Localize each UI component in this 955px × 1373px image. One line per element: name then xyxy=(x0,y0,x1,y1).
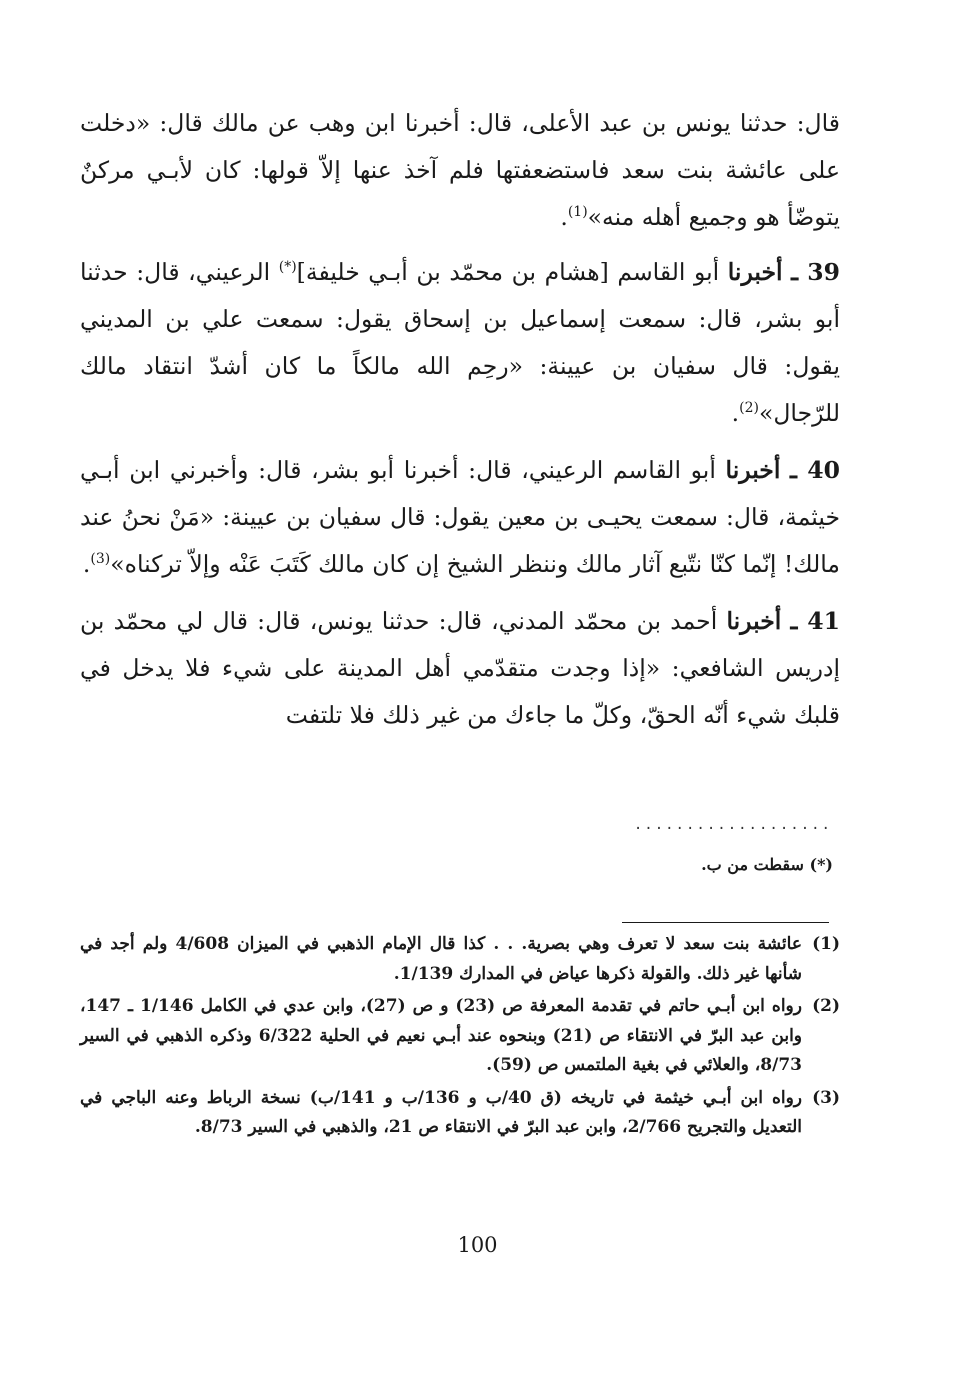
entry-lead-40: أخبرنا xyxy=(725,456,781,484)
footnotes xyxy=(80,930,840,1146)
entry-number-39: 39 ـ xyxy=(791,258,840,286)
entry-lead-39: أخبرنا xyxy=(727,258,783,286)
paragraph-39-text-a: أبو القاسم [هشام بن محمّد بن أبـي خليفة] xyxy=(296,258,728,286)
entry-number-40: 40 ـ xyxy=(790,456,840,484)
main-text xyxy=(80,100,840,749)
editor-note-ref[interactable]: (*) xyxy=(278,259,297,276)
footnote-2 xyxy=(80,992,840,1081)
continuation-dots: ................... xyxy=(633,817,832,833)
paragraph-40 xyxy=(80,447,840,588)
footnote-text: عائشة بنت سعد لا تعرف وهي بصرية. . . كذا قال الإمام الذهبي في الميزان 4/608 ولم أجد في شأنها غير ذلك. والقولة ذكرها عياض في المدارك 1/139. xyxy=(80,934,802,984)
paragraph-41 xyxy=(80,598,840,739)
paragraph-1-end: . xyxy=(560,203,568,231)
footnote-ref-1[interactable]: (1) xyxy=(567,204,588,221)
editor-note: (*) سقطت من ب. xyxy=(701,855,833,874)
footnote-3 xyxy=(80,1084,840,1143)
footnote-text: رواه ابن أبـي حاتم في تقدمة المعرفة ص (23) و ص (27)، وابن عدي في الكامل 1/146 ـ 147، وابن عبد البرّ في الانتقاء ص (21) وبنحوه عند أبـي نعيم في الحلية 6/322 وذكره الذهبي في السير 8/73، والعلائي في بغية الملتمس ص (59). xyxy=(80,996,803,1075)
paragraph-39 xyxy=(80,249,840,437)
footnote-1 xyxy=(80,930,840,989)
page-number: 100 xyxy=(457,1233,498,1257)
paragraph-1 xyxy=(80,100,840,241)
paragraph-1-text: قال: حدثنا يونس بن عبد الأعلى، قال: أخبرنا ابن وهب عن مالك قال: «دخلت على عائشة بنت سعد فاستضعفتها فلم آخذ عنها إلاّ قولها: كان لأبـي مركنٌ يتوضّأ هو وجميع أهله منه» xyxy=(80,109,840,231)
footnote-number: (3) xyxy=(812,1087,840,1108)
paragraph-39-end: . xyxy=(731,399,740,427)
paragraph-41-text: أحمد بن محمّد المدني، قال: حدثنا يونس، قال: قال لي محمّد بن إدريس الشافعي: «إذا وجدت متقدّمي أهل المدينة على شيء فلا يدخل في قلبك شيء أنّه الحقّ، وكلّ ما جاءك من غير ذلك فلا تلتفت xyxy=(80,607,840,729)
footnote-number: (1) xyxy=(812,934,840,954)
footnote-text: رواه ابن أبـي خيثمة في تاريخه (ق 40/ب و 136/ب و 141/ب) نسخة الرباط وعنه الباجي في التعديل والتجريح 2/766، وابن عبد البرّ في الانتقاء ص 21، والذهبي في السير 8/73. xyxy=(80,1087,802,1137)
footnote-ref-2[interactable]: (2) xyxy=(739,400,759,417)
paragraph-40-end: . xyxy=(82,550,91,578)
footnote-separator xyxy=(622,922,829,923)
paragraph-40-text: أبو القاسم الرعيني، قال: أخبرنا أبو بشر، قال: وأخبرني ابن أبـي خيثمة، قال: سمعت يحيـى بن معين يقول: قال سفيان بن عيينة: «مَنْ نحنُ عند مالك! إنّما كنّا نتّبع آثار مالك وننظر الشيخ إن كان مالك كَتَبَ عَنْه وإلاّ تركناه» xyxy=(80,456,840,578)
entry-lead-41: أخبرنا xyxy=(726,607,782,635)
paragraph-39-text-b: الرعيني، قال: حدثنا أبو بشر، قال: سمعت إسماعيل بن إسحاق يقول: سمعت علي بن المديني يقول: قال سفيان بن عيينة: «رحِم الله مالكاً ما كان أشدّ انتقاد مالك للرّجال» xyxy=(80,258,840,427)
footnote-number: (2) xyxy=(812,996,840,1016)
footnote-ref-3[interactable]: (3) xyxy=(90,551,111,568)
entry-number-41: 41 ـ xyxy=(790,607,840,635)
